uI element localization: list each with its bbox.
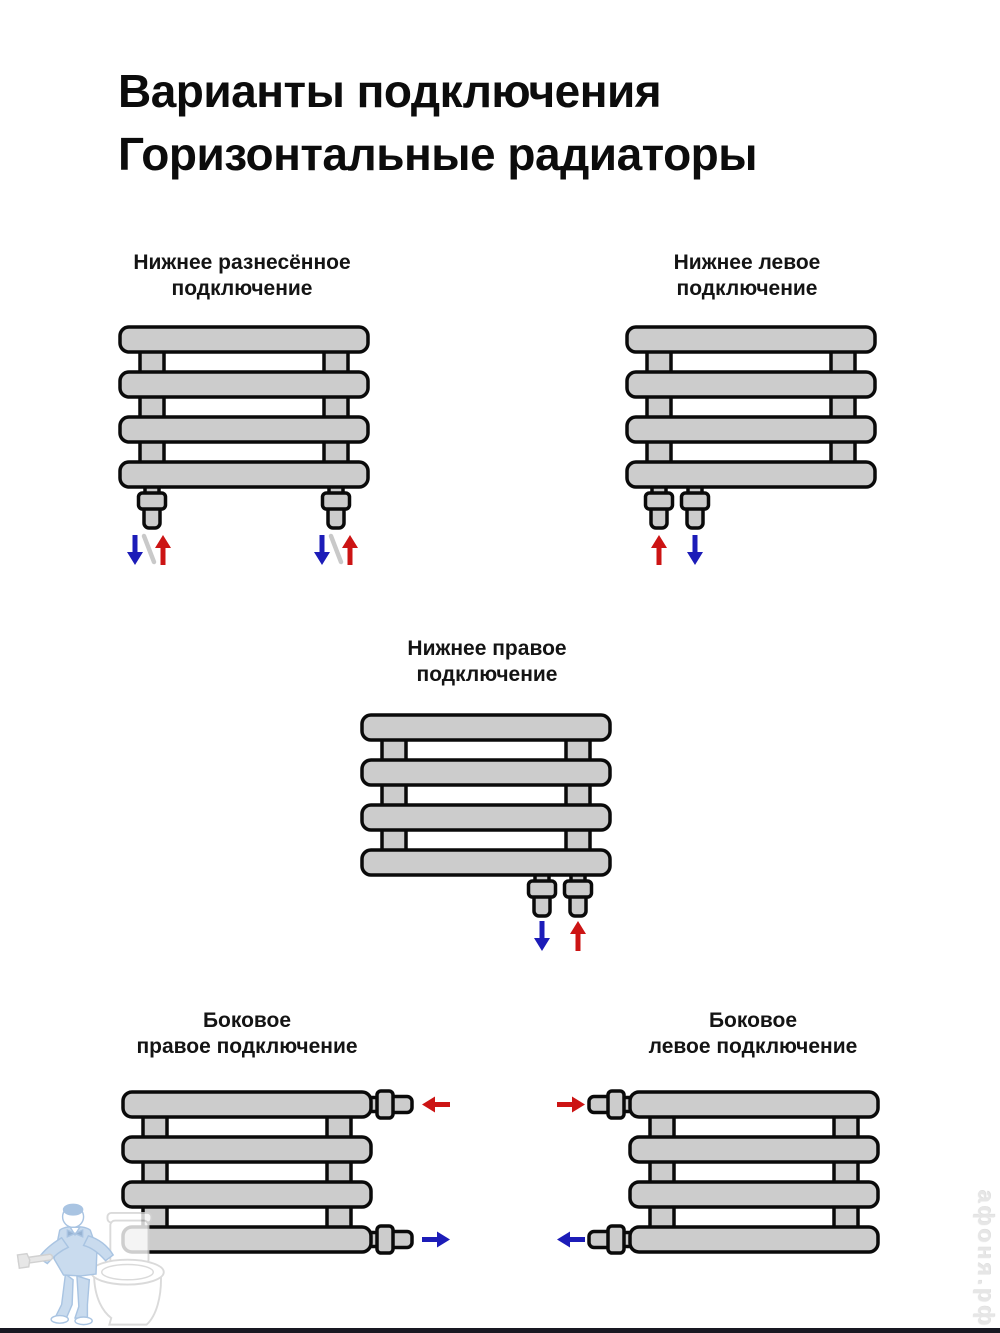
- page-title-line1: Варианты подключения: [118, 65, 662, 117]
- diagram-bottom-spread-label: Нижнее разнесённое подключение: [133, 251, 351, 301]
- page-title-line2: Горизонтальные радиаторы: [118, 127, 758, 180]
- plumber-watermark-illustration: [12, 1196, 222, 1333]
- flow-return-left-arrow-icon: [557, 1232, 585, 1248]
- flow-divider-slash: [331, 536, 341, 562]
- diagram-side-left-label: Боковое левое подключение: [648, 1009, 858, 1059]
- flow-supply-right-arrow-icon: [557, 1097, 585, 1113]
- radiator-body: [120, 327, 368, 487]
- valve-fitting: [589, 1091, 632, 1118]
- flow-return-down-arrow-icon: [314, 535, 330, 565]
- flow-return-right-arrow-icon: [422, 1232, 450, 1248]
- page-title: [118, 60, 757, 185]
- diagram-bottom-left-radiator: [622, 323, 882, 573]
- diagram-bottom-right-radiator: [357, 711, 617, 961]
- valve-fitting: [323, 485, 350, 528]
- radiator-body: [630, 1092, 878, 1252]
- brand-watermark-vertical-text: афоня.рф: [973, 1189, 999, 1329]
- diagram-bottom-right-label: Нижнее правое подключение: [407, 637, 567, 687]
- valve-fitting: [529, 873, 556, 916]
- valve-fitting: [565, 873, 592, 916]
- flow-return-down-arrow-icon: [127, 535, 143, 565]
- valve-fitting: [646, 485, 673, 528]
- valve-fitting: [369, 1091, 412, 1118]
- diagram-bottom-left-label: Нижнее левое подключение: [673, 251, 821, 301]
- flow-supply-left-arrow-icon: [422, 1097, 450, 1113]
- valve-fitting: [369, 1226, 412, 1253]
- valve-fitting: [682, 485, 709, 528]
- radiator-body: [362, 715, 610, 875]
- flow-supply-up-arrow-icon: [651, 535, 667, 565]
- valve-fitting: [589, 1226, 632, 1253]
- flow-supply-up-arrow-icon: [155, 535, 171, 565]
- flow-return-down-arrow-icon: [534, 921, 550, 951]
- radiator-body: [627, 327, 875, 487]
- flow-supply-up-arrow-icon: [570, 921, 586, 951]
- valve-fitting: [139, 485, 166, 528]
- flow-supply-up-arrow-icon: [342, 535, 358, 565]
- flow-divider-slash: [144, 536, 154, 562]
- flow-return-down-arrow-icon: [687, 535, 703, 565]
- diagram-side-right-label: Боковое правое подключение: [136, 1009, 358, 1059]
- footer-bar: [0, 1328, 1000, 1333]
- diagram-side-left-radiator: [538, 1088, 883, 1260]
- toilet-drawing: [91, 1213, 164, 1325]
- diagram-bottom-spread-radiator: [115, 323, 375, 573]
